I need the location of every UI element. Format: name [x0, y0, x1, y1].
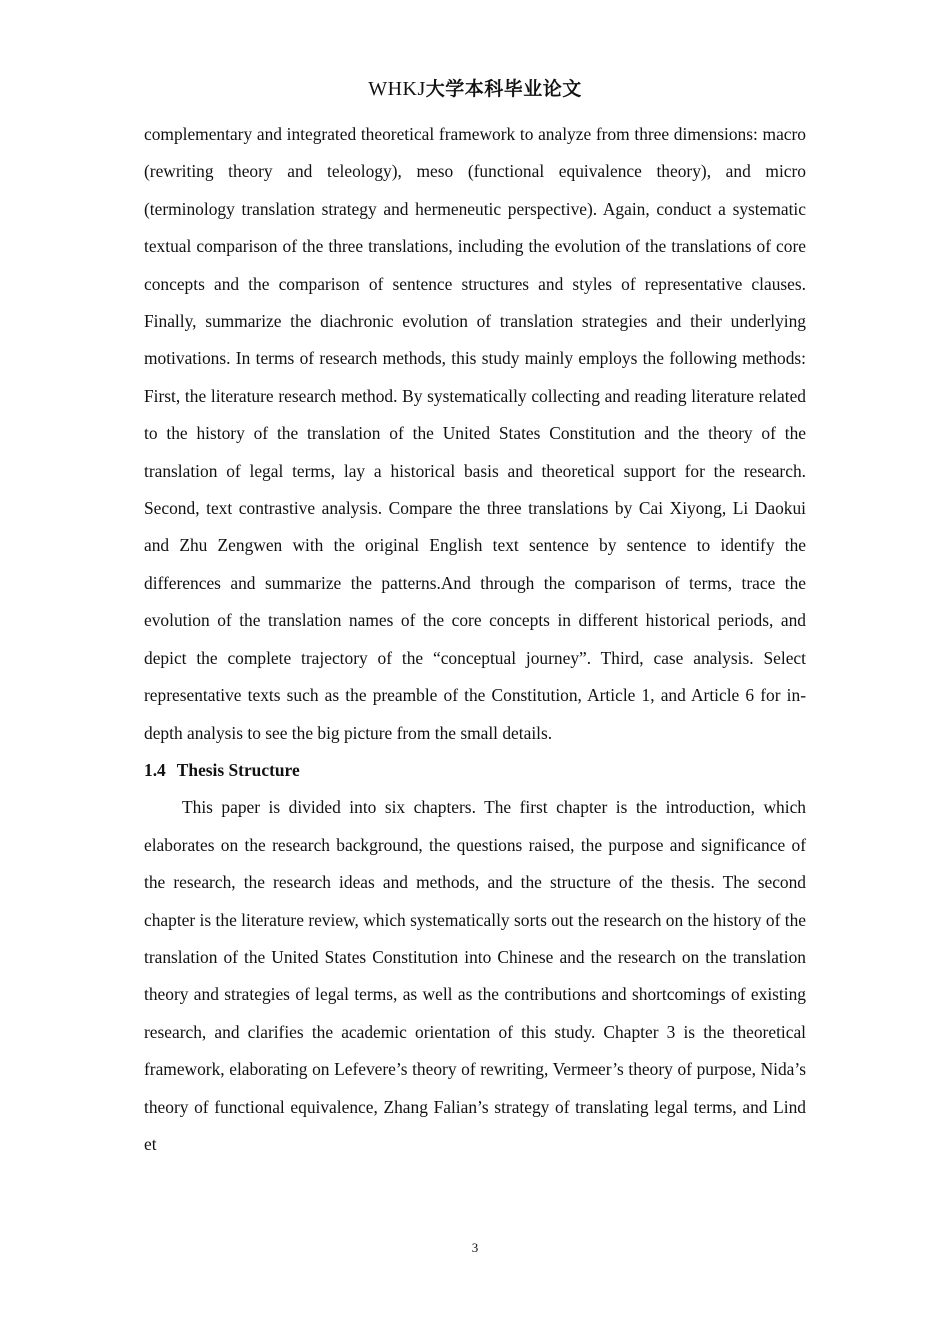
page-number: 3 — [471, 1240, 479, 1255]
header-title: 大学本科毕业论文 — [425, 78, 582, 100]
running-header — [0, 74, 950, 101]
section-title: Thesis Structure — [176, 759, 300, 780]
header-prefix: WHKJ — [368, 78, 426, 100]
section-number: 1.4 — [144, 759, 166, 780]
body-paragraph-continued: complementary and integrated theoretical framework to analyze from three dimensions: macro (rewriting theory and teleology), meso (functional equivalence theory), and micro (terminology translation strategy and hermeneutic perspective). Again, conduct a systematic textual comparison of the three translations, including the evolution of the translations of core concepts and the comparison of sentence structures and styles of representative clauses. Finally, summarize the diachronic evolution of translation strategies and their underlying motivations. In terms of research methods, this study mainly employs the following methods: First, the literature research method. By systematically collecting and reading literature related to the history of the translation of the United States Constitution and the theory of the translation of legal terms, lay a historical basis and theoretical support for the research. Second, text contrastive analysis. Compare the three translations by Cai Xiyong, Li Daokui and Zhu Zengwen with the original English text sentence by sentence to identify the differences and summarize the patterns.And through the comparison of terms, trace the evolution of the translation names of the core concepts in different historical periods, and depict the complete trajectory of the “conceptual journey”. Third, case analysis. Select representative texts such as the preamble of the Constitution, Article 1, and Article 6 for in-depth analysis to see the big picture from the small details. — [144, 124, 806, 743]
body-paragraph-thesis-structure: This paper is divided into six chapters. The first chapter is the introduction, which elaborates on the research background, the questions raised, the purpose and significance of the research, the research ideas and methods, and the structure of the thesis. The second chapter is the literature review, which systematically sorts out the research on the history of the translation of the United States Constitution into Chinese and the research on the translation theory and strategies of legal terms, as well as the contributions and shortcomings of existing research, and clarifies the academic orientation of this study. Chapter 3 is the theoretical framework, elaborating on Lefevere’s theory of rewriting, Vermeer’s theory of purpose, Nida’s theory of functional equivalence, Zhang Falian’s strategy of translating legal terms, and Lind et — [144, 797, 806, 1154]
section-heading — [144, 752, 806, 789]
document-body — [144, 116, 806, 1163]
